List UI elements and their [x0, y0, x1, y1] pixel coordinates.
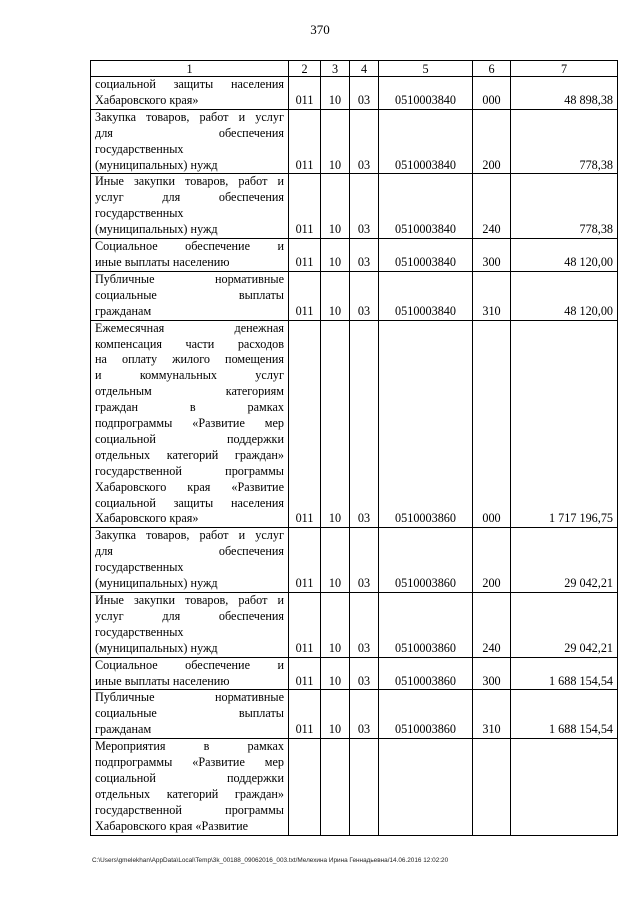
column-header-6: 6 — [473, 61, 511, 77]
amount: 778,38 — [511, 174, 618, 239]
table-row — [91, 739, 618, 835]
subsection-code: 03 — [350, 271, 379, 320]
expense-type-code: 310 — [473, 271, 511, 320]
section-code: 10 — [321, 239, 350, 272]
column-header-2: 2 — [289, 61, 321, 77]
ministry-code — [289, 739, 321, 835]
table-row — [91, 593, 618, 658]
description-line: (муниципальных) нужд — [95, 640, 218, 655]
description-line: государственной программы — [95, 802, 284, 817]
expense-type-code: 240 — [473, 593, 511, 658]
description-line: отдельным категориям — [95, 384, 284, 399]
description-line: подпрограммы «Развитие мер — [95, 416, 284, 431]
amount: 1 688 154,54 — [511, 690, 618, 739]
subsection-code — [350, 739, 379, 835]
subsection-code: 03 — [350, 239, 379, 272]
ministry-code: 011 — [289, 690, 321, 739]
subsection-code: 03 — [350, 174, 379, 239]
description-line: Публичные нормативные — [95, 690, 284, 705]
section-code: 10 — [321, 174, 350, 239]
description-line: социальной поддержки — [95, 770, 284, 785]
description-line: иные выплаты населению — [95, 673, 230, 688]
description-line: Иные закупки товаров, работ и — [95, 593, 284, 607]
table-row — [91, 690, 618, 739]
description-line: на оплату жилого помещения — [95, 352, 284, 367]
target-article-code — [379, 739, 473, 835]
page-number: 370 — [310, 22, 330, 37]
budget-table — [90, 60, 618, 836]
table-row — [91, 271, 618, 320]
expense-type-code: 000 — [473, 320, 511, 528]
subsection-code: 03 — [350, 320, 379, 528]
expense-type-code: 240 — [473, 174, 511, 239]
description-line: (муниципальных) нужд — [95, 576, 218, 591]
description-line: услуг для обеспечения — [95, 190, 284, 205]
row-description — [91, 109, 289, 174]
expense-type-code — [473, 739, 511, 835]
expense-type-code: 310 — [473, 690, 511, 739]
target-article-code: 0510003860 — [379, 593, 473, 658]
target-article-code: 0510003860 — [379, 657, 473, 690]
row-description — [91, 593, 289, 658]
ministry-code: 011 — [289, 109, 321, 174]
row-description — [91, 320, 289, 528]
description-line: граждан в рамках — [95, 400, 284, 415]
ministry-code: 011 — [289, 528, 321, 593]
description-line: Закупка товаров, работ и услуг — [95, 109, 284, 124]
ministry-code: 011 — [289, 593, 321, 658]
table-row — [91, 77, 618, 110]
ministry-code: 011 — [289, 239, 321, 272]
expense-type-code: 300 — [473, 239, 511, 272]
amount: 48 120,00 — [511, 239, 618, 272]
table-row — [91, 174, 618, 239]
description-line: социальной поддержки — [95, 431, 284, 446]
description-line: отдельных категорий граждан» — [95, 786, 284, 801]
description-line: социальной защиты населения — [95, 495, 284, 510]
description-line: для обеспечения — [95, 544, 284, 559]
description-line: подпрограммы «Развитие мер — [95, 755, 284, 770]
subsection-code: 03 — [350, 593, 379, 658]
subsection-code: 03 — [350, 109, 379, 174]
target-article-code: 0510003840 — [379, 271, 473, 320]
table-body — [91, 77, 618, 836]
description-line: Закупка товаров, работ и услуг — [95, 528, 284, 543]
section-code: 10 — [321, 528, 350, 593]
column-header-4: 4 — [350, 61, 379, 77]
description-line: Социальное обеспечение и — [95, 657, 284, 672]
amount — [511, 739, 618, 835]
section-code: 10 — [321, 109, 350, 174]
expense-type-code: 000 — [473, 77, 511, 110]
description-line: Иные закупки товаров, работ и — [95, 174, 284, 189]
description-line: компенсация части расходов — [95, 336, 284, 351]
amount: 1 688 154,54 — [511, 657, 618, 690]
target-article-code: 0510003840 — [379, 239, 473, 272]
row-description — [91, 528, 289, 593]
table-row — [91, 320, 618, 528]
subsection-code: 03 — [350, 657, 379, 690]
description-line: Мероприятия в рамках — [95, 739, 284, 754]
amount: 29 042,21 — [511, 528, 618, 593]
description-line: (муниципальных) нужд — [95, 222, 218, 237]
amount: 29 042,21 — [511, 593, 618, 658]
row-description — [91, 239, 289, 272]
section-code: 10 — [321, 77, 350, 110]
description-line: государственной программы — [95, 463, 284, 478]
header-row — [91, 61, 618, 77]
subsection-code: 03 — [350, 77, 379, 110]
description-line: Ежемесячная денежная — [95, 320, 284, 335]
section-code: 10 — [321, 320, 350, 528]
description-line: для обеспечения — [95, 125, 284, 140]
description-line: Публичные нормативные — [95, 271, 284, 286]
ministry-code: 011 — [289, 271, 321, 320]
column-header-5: 5 — [379, 61, 473, 77]
target-article-code: 0510003860 — [379, 320, 473, 528]
description-line: Социальное обеспечение и — [95, 239, 284, 254]
description-line: социальной защиты населения — [95, 77, 284, 91]
amount: 48 120,00 — [511, 271, 618, 320]
column-header-1: 1 — [91, 61, 289, 77]
description-line: государственных — [95, 560, 184, 575]
description-line: государственных — [95, 141, 184, 156]
subsection-code: 03 — [350, 690, 379, 739]
section-code: 10 — [321, 690, 350, 739]
table-row — [91, 657, 618, 690]
row-description — [91, 271, 289, 320]
description-line: Хабаровского края «Развитие — [95, 479, 284, 494]
amount: 48 898,38 — [511, 77, 618, 110]
table-row — [91, 239, 618, 272]
table-row — [91, 109, 618, 174]
row-description — [91, 739, 289, 835]
amount: 778,38 — [511, 109, 618, 174]
table-row — [91, 528, 618, 593]
expense-type-code: 200 — [473, 528, 511, 593]
ministry-code: 011 — [289, 77, 321, 110]
column-header-7: 7 — [511, 61, 618, 77]
expense-type-code: 300 — [473, 657, 511, 690]
description-line: Хабаровского края» — [95, 511, 199, 526]
column-header-3: 3 — [321, 61, 350, 77]
section-code: 10 — [321, 657, 350, 690]
description-line: социальные выплаты — [95, 287, 284, 302]
description-line: Хабаровского края» — [95, 92, 199, 107]
row-description — [91, 77, 289, 110]
row-description — [91, 690, 289, 739]
row-description — [91, 174, 289, 239]
target-article-code: 0510003860 — [379, 528, 473, 593]
section-code: 10 — [321, 593, 350, 658]
description-line: государственных — [95, 206, 184, 221]
description-line: гражданам — [95, 303, 152, 318]
row-description — [91, 657, 289, 690]
file-path-footer: C:\Users\gmelekhan\AppData\Local\Temp\3k_00188_09062016_003.txt/Мелехина Ирина Геннадьевна/14.06.2016 12:02:20 — [92, 857, 449, 864]
description-line: услуг для обеспечения — [95, 608, 284, 623]
description-line: (муниципальных) нужд — [95, 157, 218, 172]
description-line: гражданам — [95, 722, 152, 737]
description-line: Хабаровского края «Развитие — [95, 818, 249, 833]
ministry-code: 011 — [289, 320, 321, 528]
description-line: отдельных категорий граждан» — [95, 447, 284, 462]
target-article-code: 0510003840 — [379, 174, 473, 239]
target-article-code: 0510003840 — [379, 109, 473, 174]
ministry-code: 011 — [289, 174, 321, 239]
amount: 1 717 196,75 — [511, 320, 618, 528]
description-line: и коммунальных услуг — [95, 368, 284, 383]
subsection-code: 03 — [350, 528, 379, 593]
expense-type-code: 200 — [473, 109, 511, 174]
description-line: иные выплаты населению — [95, 254, 230, 269]
section-code: 10 — [321, 271, 350, 320]
section-code — [321, 739, 350, 835]
target-article-code: 0510003860 — [379, 690, 473, 739]
description-line: социальные выплаты — [95, 706, 284, 721]
target-article-code: 0510003840 — [379, 77, 473, 110]
ministry-code: 011 — [289, 657, 321, 690]
description-line: государственных — [95, 624, 184, 639]
